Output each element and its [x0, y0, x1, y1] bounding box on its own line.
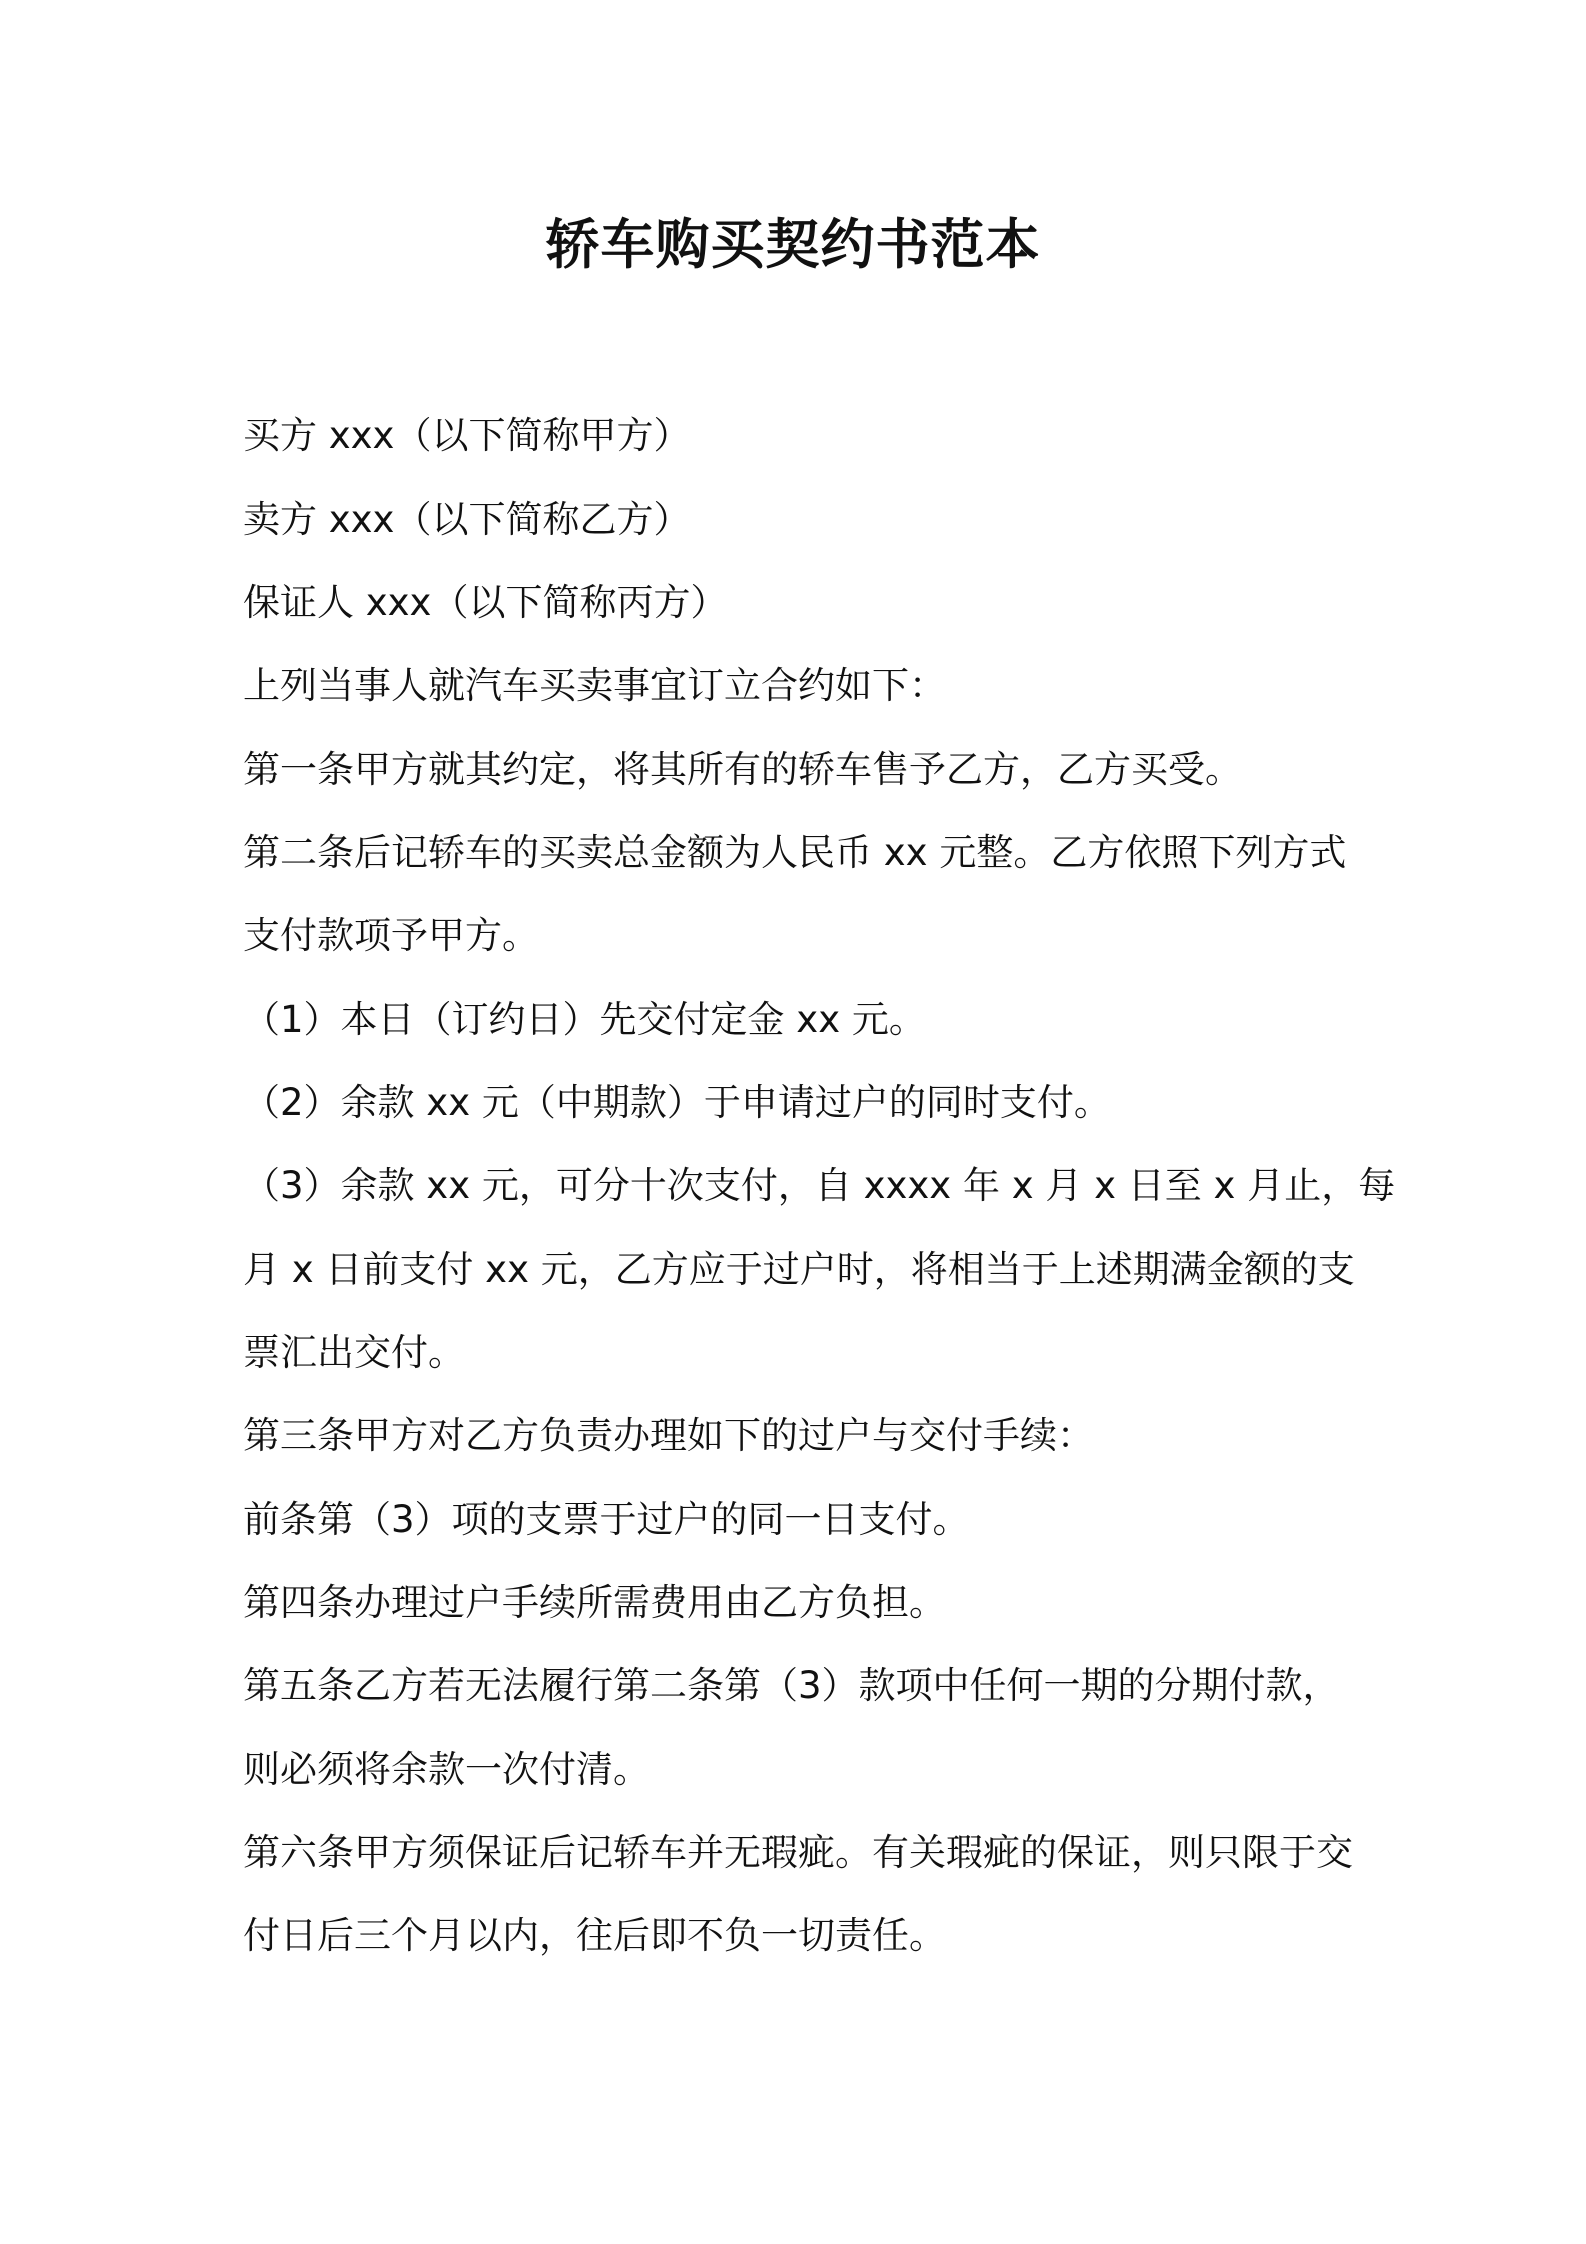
- article-4-line: 第四条办理过户手续所需费用由乙方负担。: [243, 1581, 946, 1624]
- payment-item-3-line-1: （3）余款 xx 元，可分十次支付，自 xxxx 年 x 月 x 日至 x 月止，每: [243, 1164, 1396, 1207]
- party-guarantor-line: 保证人 xxx（以下简称丙方）: [243, 581, 728, 624]
- article-5-line-1: 第五条乙方若无法履行第二条第（3）款项中任何一期的分期付款，: [243, 1664, 1340, 1707]
- article-6-line-1: 第六条甲方须保证后记轿车并无瑕疵。有关瑕疵的保证，则只限于交: [243, 1831, 1353, 1874]
- party-seller-line: 卖方 xxx（以下简称乙方）: [243, 498, 691, 541]
- payment-item-2: （2）余款 xx 元（中期款）于申请过户的同时支付。: [243, 1081, 1111, 1124]
- article-3-detail-line: 前条第（3）项的支票于过户的同一日支付。: [243, 1498, 970, 1541]
- document-title: 轿车购买契约书范本: [545, 213, 1041, 276]
- article-6-line-2: 付日后三个月以内，往后即不负一切责任。: [243, 1914, 946, 1957]
- article-1-line: 第一条甲方就其约定，将其所有的轿车售予乙方，乙方买受。: [243, 748, 1242, 791]
- article-2-line-1: 第二条后记轿车的买卖总金额为人民币 xx 元整。乙方依照下列方式: [243, 831, 1347, 874]
- article-5-line-2: 则必须将余款一次付清。: [243, 1748, 650, 1791]
- payment-item-3-line-3: 票汇出交付。: [243, 1331, 465, 1374]
- article-3-line: 第三条甲方对乙方负责办理如下的过户与交付手续：: [243, 1414, 1094, 1457]
- preamble-line: 上列当事人就汽车买卖事宜订立合约如下：: [243, 664, 946, 707]
- payment-item-1: （1）本日（订约日）先交付定金 xx 元。: [243, 998, 926, 1041]
- party-buyer-line: 买方 xxx（以下简称甲方）: [243, 414, 691, 457]
- article-2-line-2: 支付款项予甲方。: [243, 914, 539, 957]
- payment-item-3-line-2: 月 x 日前支付 xx 元，乙方应于过户时，将相当于上述期满金额的支: [243, 1248, 1355, 1291]
